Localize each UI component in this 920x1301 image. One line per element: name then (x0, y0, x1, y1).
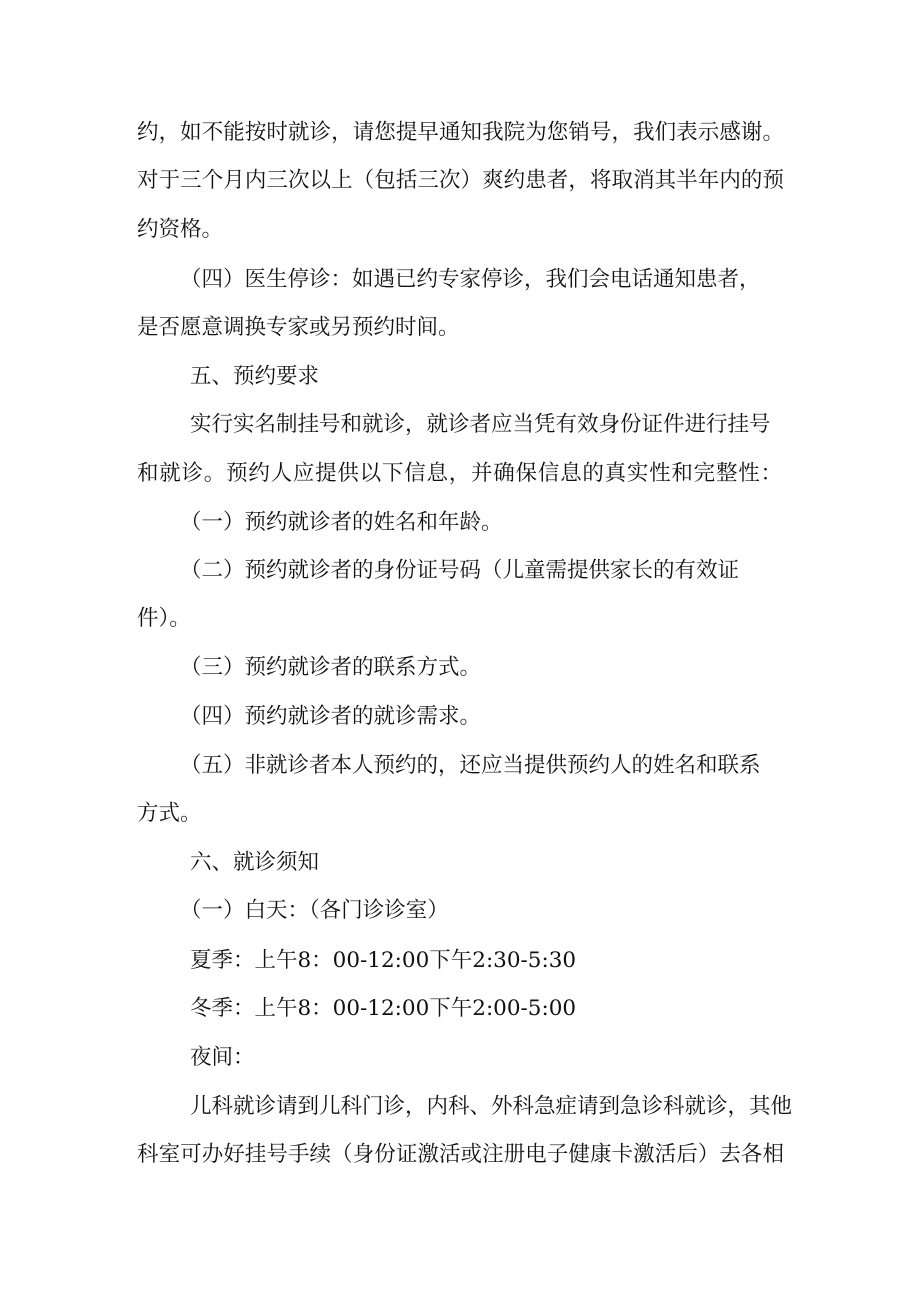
section-heading: 六、就诊须知 (190, 850, 320, 875)
list-item: （一）预约就诊者的姓名和年龄。 (180, 510, 503, 535)
list-item: （四）预约就诊者的就诊需求。 (180, 704, 482, 729)
paragraph-line: 是否愿意调换专家或另预约时间。 (137, 315, 460, 340)
schedule-line: 夜间： (190, 1045, 255, 1070)
schedule-line: 冬季：上午8：00-12:00下午2:00-5:00 (190, 996, 577, 1021)
schedule-line: 夏季：上午8：00-12:00下午2:30-5:30 (190, 948, 577, 973)
list-item-continuation: 件）。 (137, 606, 191, 631)
paragraph-line: （四）医生停诊：如遇已约专家停诊，我们会电话通知患者， (180, 267, 761, 292)
paragraph-line: 对于三个月内三次以上（包括三次）爽约患者，将取消其半年内的预 (137, 168, 784, 193)
list-item: （一）白天：（各门诊诊室） (180, 898, 449, 923)
paragraph-line: 儿科就诊请到儿科门诊，内科、外科急症请到急诊科就诊，其他 (190, 1094, 793, 1119)
list-item: （三）预约就诊者的联系方式。 (180, 655, 482, 680)
paragraph-line: 实行实名制挂号和就诊，就诊者应当凭有效身份证件进行挂号 (190, 412, 771, 437)
paragraph-line: 科室可办好挂号手续（身份证激活或注册电子健康卡激活后）去各相 (137, 1142, 784, 1167)
paragraph-line: 约资格。 (137, 217, 224, 242)
list-item: （二）预约就诊者的身份证号码（儿童需提供家长的有效证 (180, 558, 740, 583)
paragraph-line: 约，如不能按时就诊，请您提早通知我院为您销号，我们表示感谢。 (137, 120, 784, 145)
section-heading: 五、预约要求 (190, 364, 320, 389)
list-item-continuation: 方式。 (137, 801, 202, 826)
paragraph-line: 和就诊。预约人应提供以下信息，并确保信息的真实性和完整性： (137, 461, 782, 486)
list-item: （五）非就诊者本人预约的，还应当提供预约人的姓名和联系 (180, 753, 761, 778)
